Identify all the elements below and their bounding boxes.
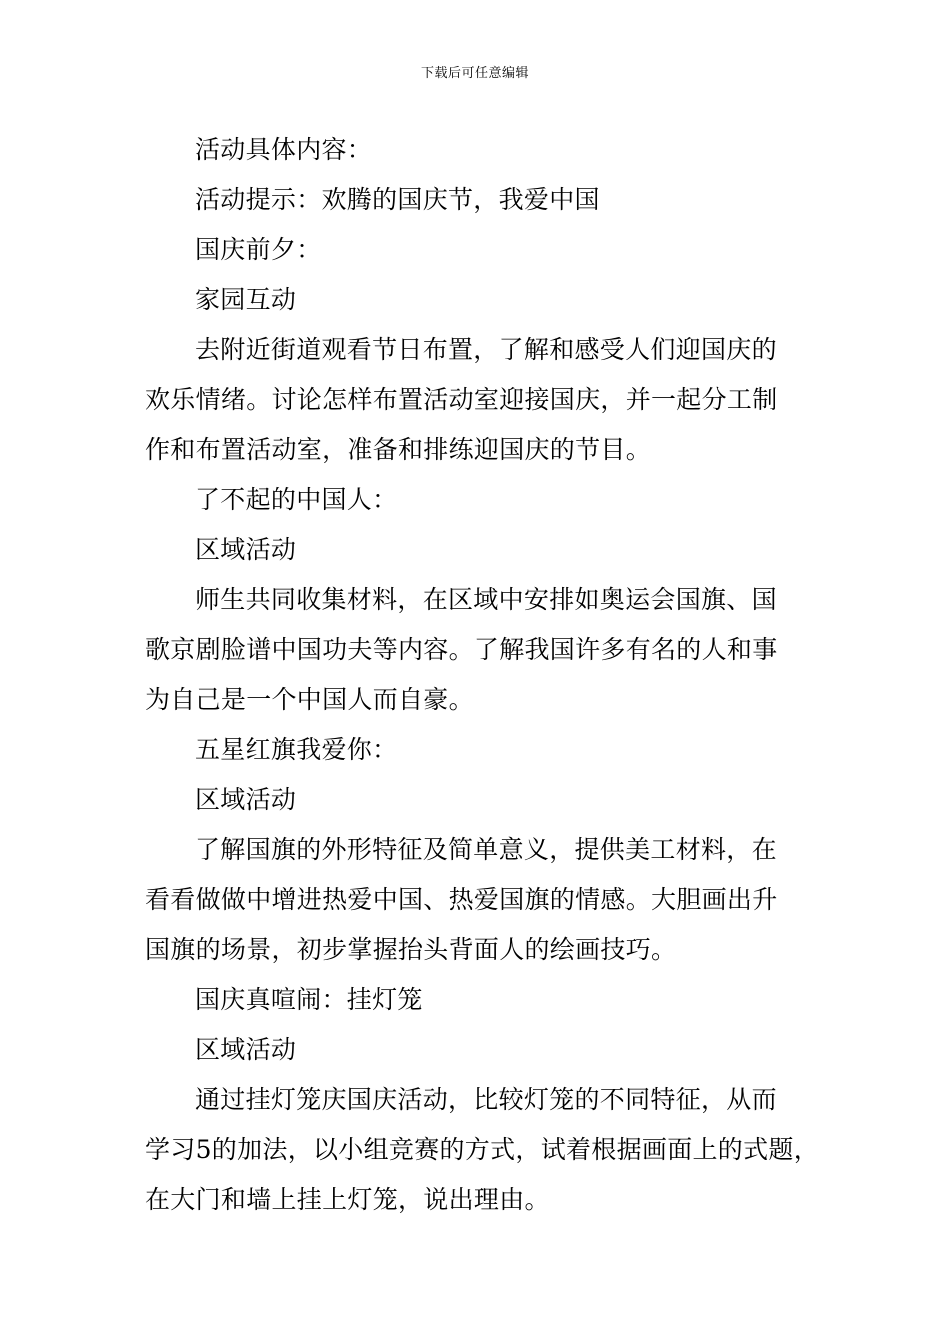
text-line: 了不起的中国人： — [195, 485, 398, 514]
text-line: 国旗的场景，初步掌握抬头背面人的绘画技巧。 — [145, 935, 677, 964]
paragraph — [145, 1025, 825, 1075]
paragraph — [145, 775, 825, 825]
text-line: 在大门和墙上挂上灯笼，说出理由。 — [145, 1185, 550, 1214]
paragraph — [145, 325, 825, 475]
text-line: 区域活动 — [195, 535, 297, 564]
text-line: 看看做做中增进热爱中国、热爱国旗的情感。大胆画出升 — [145, 885, 778, 914]
text-line: 欢乐情绪。讨论怎样布置活动室迎接国庆，并一起分工制 — [145, 385, 778, 414]
paragraph — [145, 825, 825, 975]
text-line: 学习5的加法，以小组竞赛的方式，试着根据画面上的式题， — [145, 1135, 820, 1164]
paragraph — [145, 975, 825, 1025]
text-line: 师生共同收集材料，在区域中安排如奥运会国旗、国 — [195, 585, 777, 614]
header-note: 下载后可任意编辑 — [420, 66, 529, 81]
text-line: 家园互动 — [195, 285, 297, 314]
text-line: 为自己是一个中国人而自豪。 — [145, 685, 474, 714]
paragraph — [145, 275, 825, 325]
text-line: 了解国旗的外形特征及简单意义，提供美工材料，在 — [195, 835, 777, 864]
paragraph — [145, 575, 825, 725]
text-line: 歌京剧脸谱中国功夫等内容。了解我国许多有名的人和事 — [145, 635, 778, 664]
document-body — [145, 125, 825, 1225]
paragraph — [145, 1075, 825, 1225]
text-line: 活动提示：欢腾的国庆节，我爱中国 — [195, 185, 600, 214]
text-line: 去附近街道观看节日布置，了解和感受人们迎国庆的 — [195, 335, 777, 364]
text-line: 区域活动 — [195, 1035, 297, 1064]
text-line: 活动具体内容： — [195, 135, 373, 164]
text-line: 国庆真喧闹：挂灯笼 — [195, 985, 423, 1014]
paragraph — [145, 475, 825, 525]
text-line: 通过挂灯笼庆国庆活动，比较灯笼的不同特征，从而 — [195, 1085, 777, 1114]
text-line: 作和布置活动室，准备和排练迎国庆的节目。 — [145, 435, 652, 464]
text-line: 国庆前夕： — [195, 235, 322, 264]
paragraph — [145, 175, 825, 225]
paragraph — [145, 225, 825, 275]
text-line: 区域活动 — [195, 785, 297, 814]
paragraph — [145, 125, 825, 175]
text-line: 五星红旗我爱你： — [195, 735, 398, 764]
paragraph — [145, 725, 825, 775]
paragraph — [145, 525, 825, 575]
